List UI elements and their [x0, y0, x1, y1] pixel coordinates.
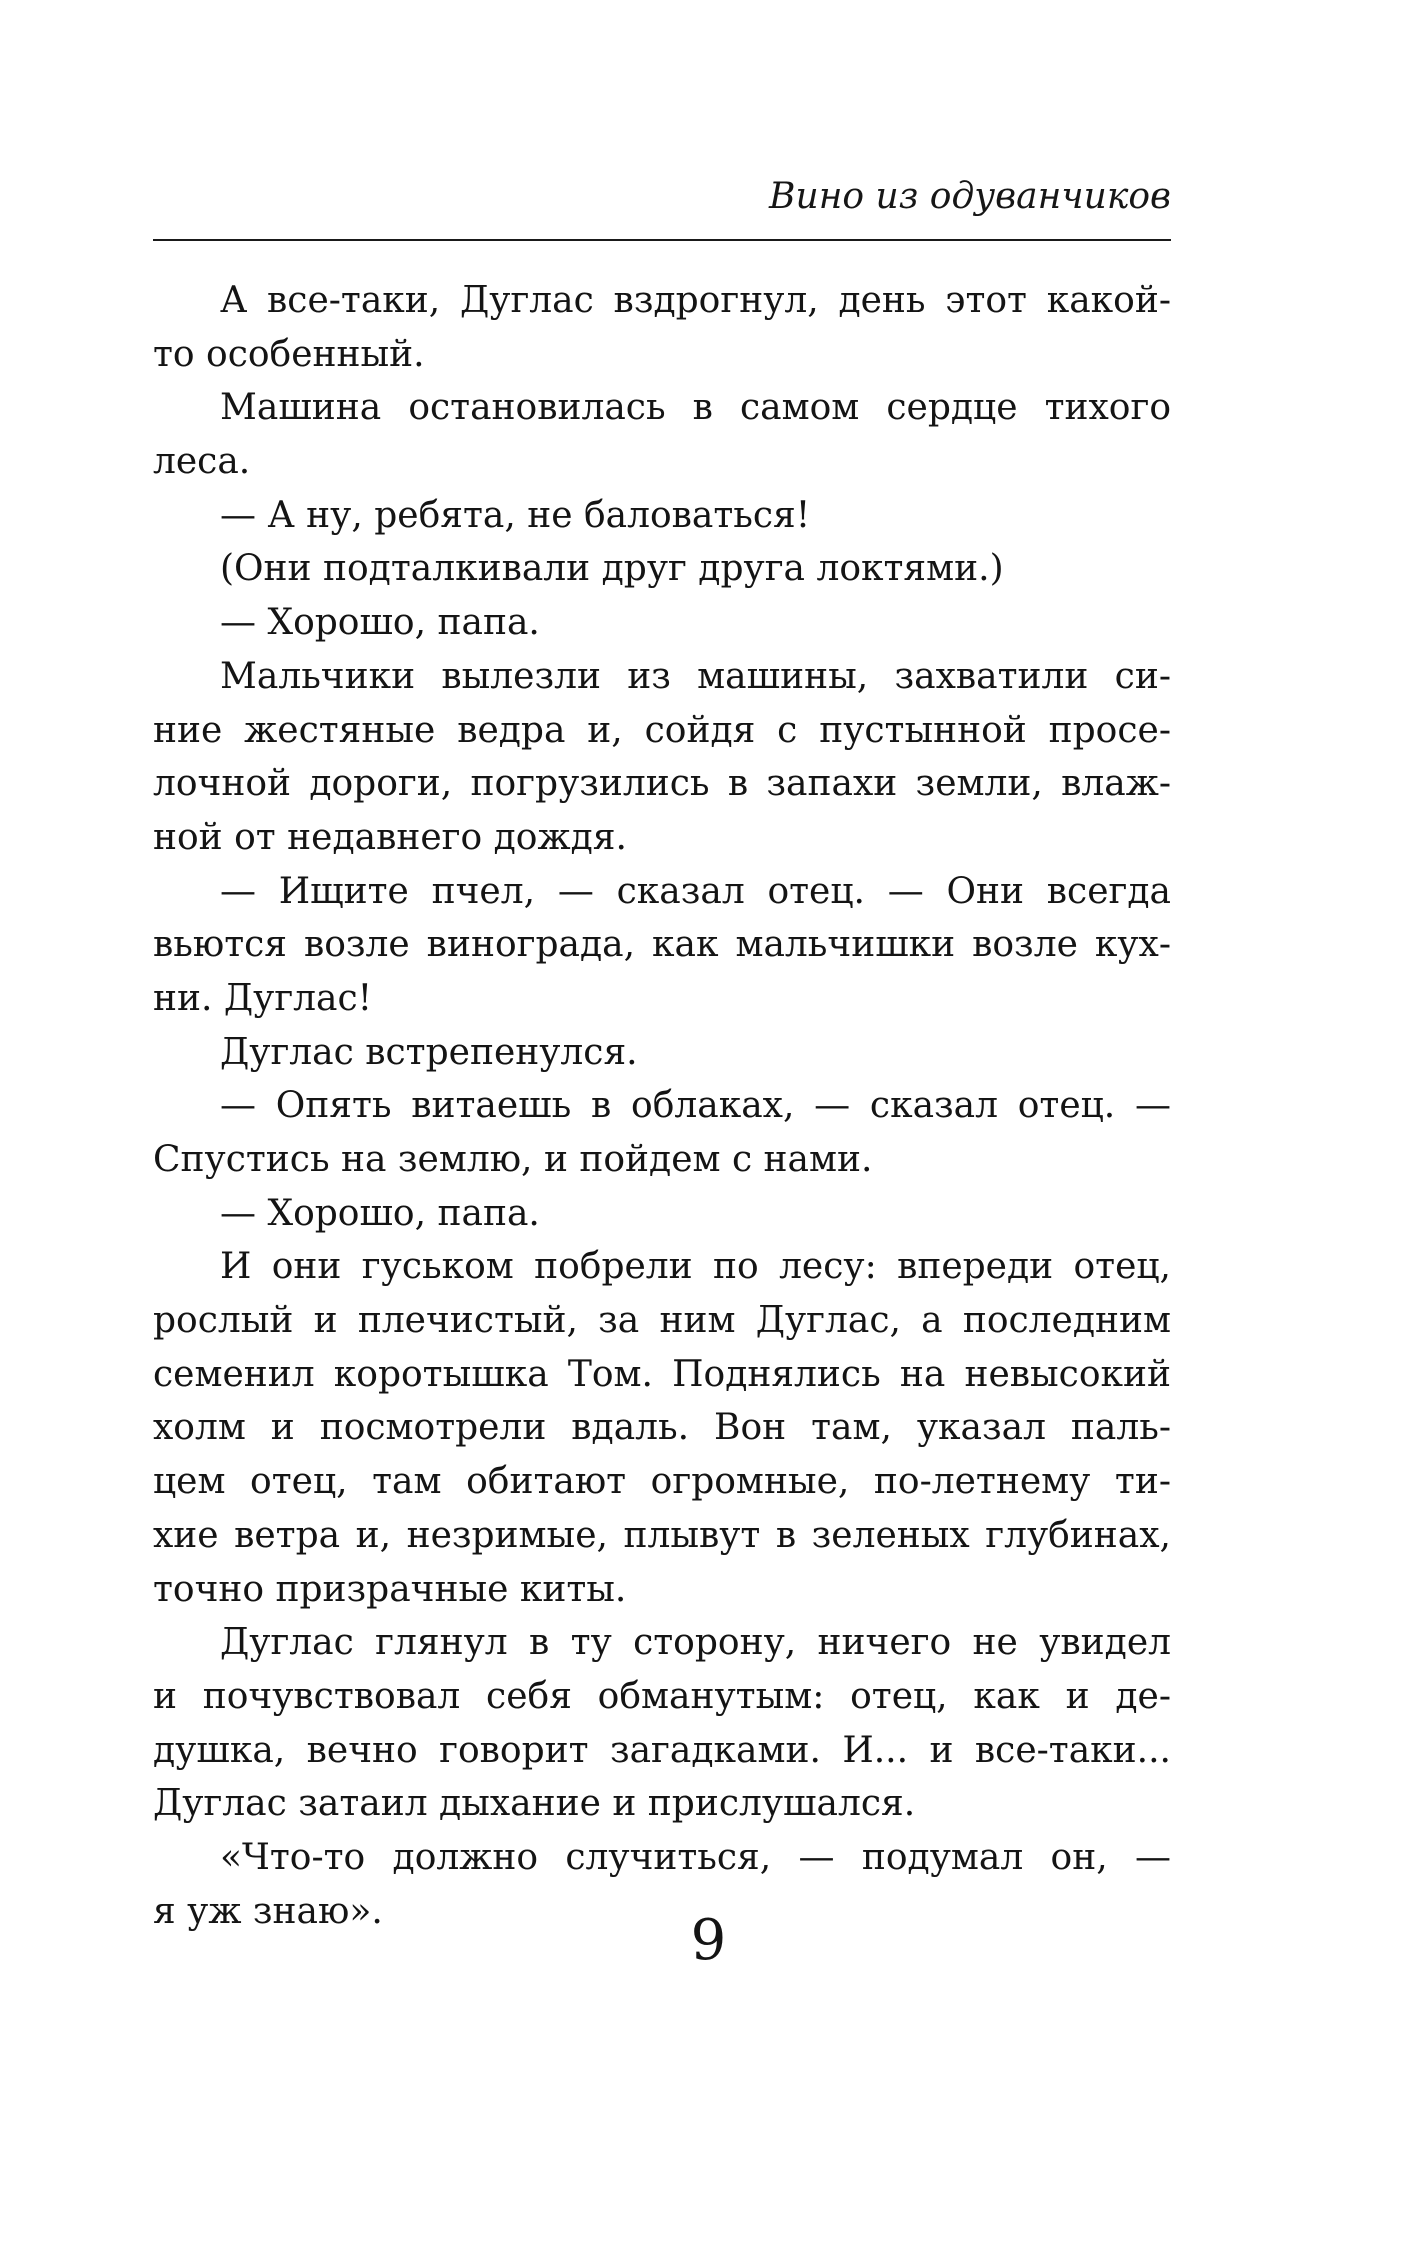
text-line: — Хорошо, папа.: [220, 1192, 540, 1234]
text-line: и почувствовал себя обманутым: отец, как и де-: [153, 1675, 1171, 1717]
paragraph: [153, 650, 1171, 865]
text-line: — Ищите пчел, — сказал отец. — Они всегда: [220, 870, 1171, 912]
text-line: ни. Дуглас!: [153, 977, 373, 1019]
text-line: Спустись на землю, и пойдем с нами.: [153, 1139, 873, 1180]
paragraph: [153, 1026, 1171, 1080]
text-line: — Хорошо, папа.: [220, 602, 540, 644]
paragraph: [153, 542, 1171, 596]
text-line: И они гуськом побрели по лесу: впереди отец,: [220, 1246, 1171, 1288]
text-line: Дуглас встрепенулся.: [220, 1031, 638, 1073]
text-line: ной от недавнего дождя.: [153, 816, 627, 858]
paragraph: [153, 1079, 1171, 1186]
paragraph: [153, 489, 1171, 543]
paragraph: [153, 596, 1171, 650]
body-text: [153, 274, 1171, 1938]
paragraph: [153, 274, 1171, 381]
text-line: ние жестяные ведра и, сойдя с пустынной просе-: [153, 709, 1171, 751]
page-number: 9: [690, 1908, 727, 1973]
text-line: семенил коротышка Том. Поднялись на невысокий: [153, 1353, 1171, 1395]
paragraph: [153, 1616, 1171, 1831]
text-line: цем отец, там обитают огромные, по-летнему ти-: [153, 1461, 1171, 1503]
text-line: (Они подталкивали друг друга локтями.): [220, 548, 1004, 590]
text-line: А все-таки, Дуглас вздрогнул, день этот какой-: [220, 280, 1171, 321]
paragraph: [153, 865, 1171, 1026]
paragraph: [153, 1240, 1171, 1616]
text-line: лочной дороги, погрузились в запахи земли, влаж-: [153, 763, 1171, 805]
text-line: душка, вечно говорит загадками. И... и все-таки...: [153, 1729, 1171, 1771]
text-line: хие ветра и, незримые, плывут в зеленых глубинах,: [153, 1514, 1171, 1556]
text-line: рослый и плечистый, за ним Дуглас, а последним: [153, 1300, 1171, 1342]
text-line: вьются возле винограда, как мальчишки возле кух-: [153, 924, 1171, 966]
text-line: Мальчики вылезли из машины, захватили си-: [220, 655, 1171, 697]
text-line: то особенный.: [153, 333, 425, 375]
text-line: Дуглас затаил дыхание и прислушался.: [153, 1783, 916, 1825]
text-line: Дуглас глянул в ту сторону, ничего не увидел: [220, 1622, 1171, 1664]
running-head: Вино из одуванчиков: [769, 176, 1171, 217]
text-line: точно призрачные киты.: [153, 1568, 627, 1610]
text-line: леса.: [153, 441, 251, 483]
text-line: «Что-то должно случиться, — подумал он, —: [220, 1836, 1171, 1878]
text-line: — А ну, ребята, не баловаться!: [220, 494, 811, 536]
text-line: я уж знаю».: [153, 1890, 383, 1932]
paragraph: [153, 1187, 1171, 1241]
text-line: Машина остановилась в самом сердце тихого: [220, 387, 1171, 429]
header-rule: [153, 239, 1171, 241]
paragraph: [153, 381, 1171, 488]
text-line: холм и посмотрели вдаль. Вон там, указал паль-: [153, 1407, 1171, 1449]
text-line: — Опять витаешь в облаках, — сказал отец. —: [220, 1085, 1171, 1127]
